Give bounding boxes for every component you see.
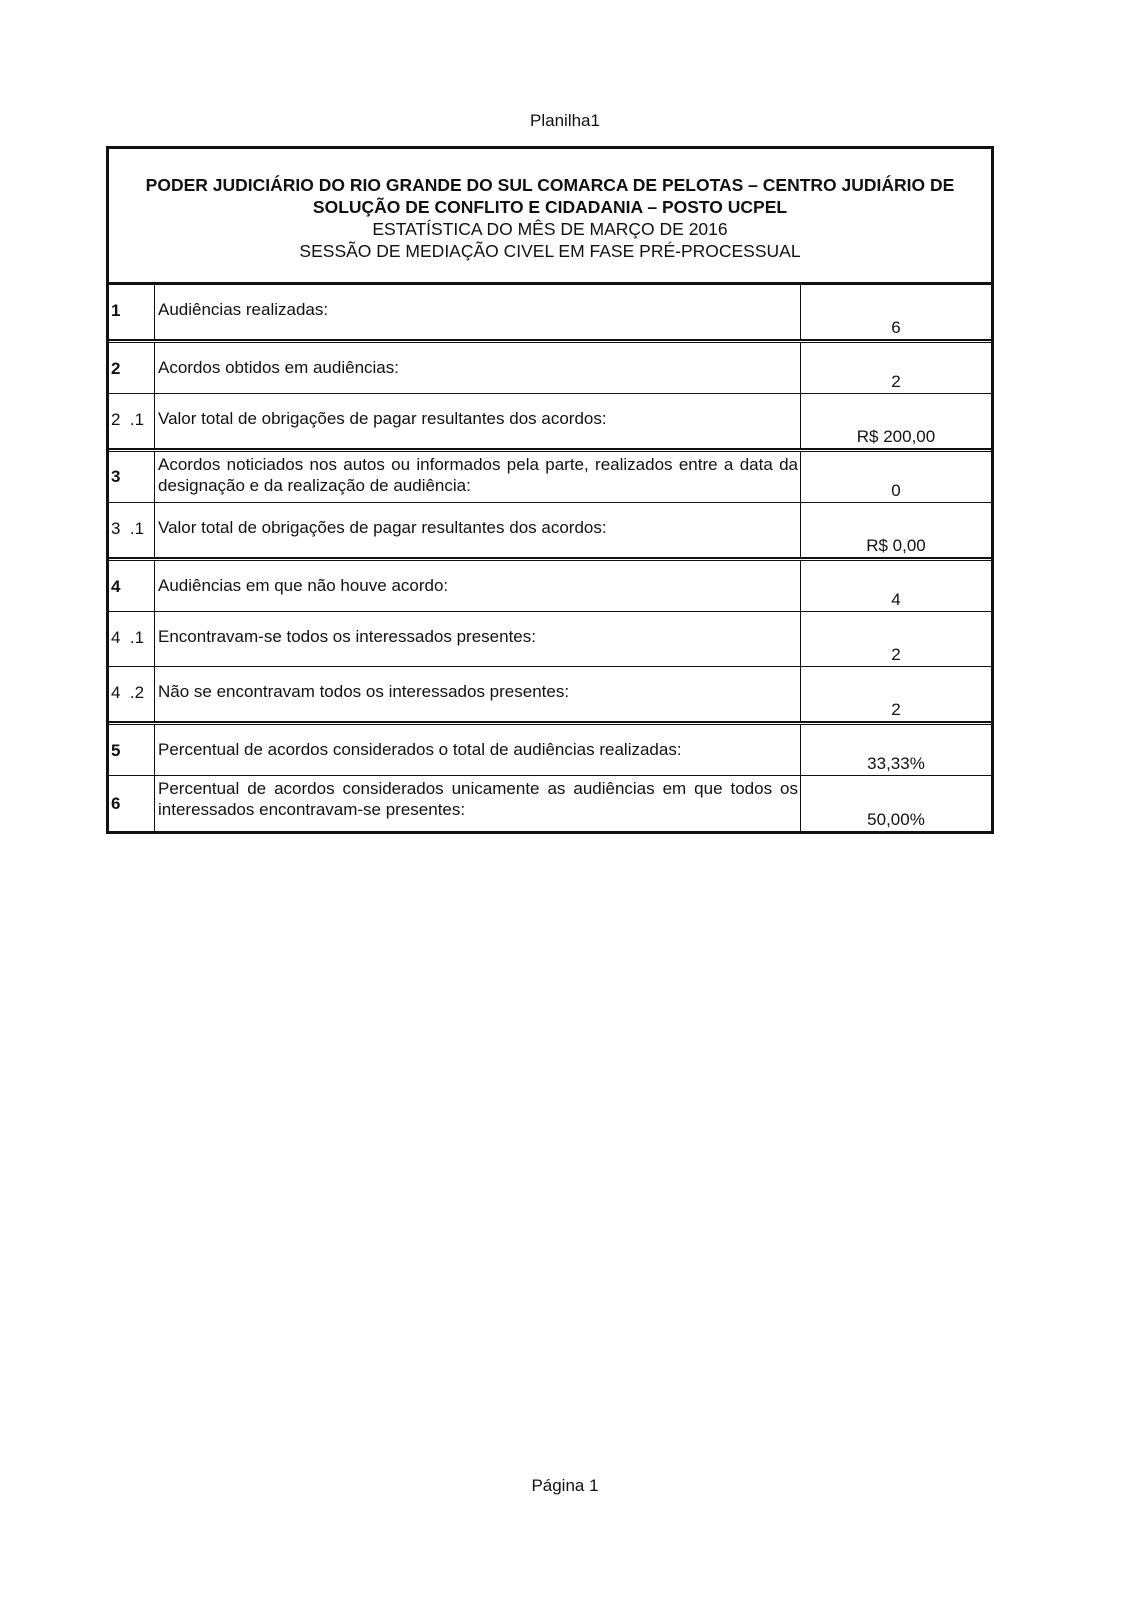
row-value: 2 bbox=[891, 645, 901, 664]
row-description: Audiências realizadas: bbox=[155, 285, 801, 339]
header-line-period: ESTATÍSTICA DO MÊS DE MARÇO DE 2016 bbox=[372, 219, 728, 239]
row-number: 2 .1 bbox=[109, 394, 155, 448]
table-header bbox=[109, 149, 991, 285]
table-row bbox=[109, 667, 991, 722]
row-value: 2 bbox=[891, 700, 901, 719]
row-number: 3 .1 bbox=[109, 503, 155, 557]
row-number: 5 bbox=[109, 725, 155, 775]
row-value: R$ 200,00 bbox=[856, 427, 936, 446]
table-row bbox=[109, 285, 991, 340]
row-value: R$ 0,00 bbox=[866, 536, 926, 555]
row-description: Acordos noticiados nos autos ou informados pela parte, realizados entre a data da designação e da realização de audiência: bbox=[155, 452, 801, 502]
row-description: Percentual de acordos considerados o total de audiências realizadas: bbox=[155, 725, 801, 775]
row-number: 3 bbox=[109, 452, 155, 502]
table-row bbox=[109, 394, 991, 449]
table-row bbox=[109, 558, 991, 612]
row-value: 50,00% bbox=[867, 810, 925, 829]
row-value: 33,33% bbox=[867, 754, 925, 773]
header-line-session: SESSÃO DE MEDIAÇÃO CIVEL EM FASE PRÉ-PROCESSUAL bbox=[299, 241, 801, 261]
header-line-unit: SOLUÇÃO DE CONFLITO E CIDADANIA – POSTO UCPEL bbox=[312, 197, 788, 217]
header-line-institution: PODER JUDICIÁRIO DO RIO GRANDE DO SUL COMARCA DE PELOTAS – CENTRO JUDIÁRIO DE bbox=[145, 175, 955, 195]
page-number: Página 1 bbox=[531, 1476, 599, 1495]
row-number: 6 bbox=[109, 776, 155, 831]
table-row bbox=[109, 503, 991, 558]
table-row bbox=[109, 449, 991, 503]
row-number: 4 .2 bbox=[109, 667, 155, 721]
sheet-title: Planilha1 bbox=[530, 111, 600, 130]
row-description: Valor total de obrigações de pagar resultantes dos acordos: bbox=[155, 394, 801, 448]
row-number: 4 .1 bbox=[109, 612, 155, 666]
table-row bbox=[109, 612, 991, 667]
row-value: 2 bbox=[891, 372, 901, 391]
table-row bbox=[109, 722, 991, 776]
row-description: Valor total de obrigações de pagar resultantes dos acordos: bbox=[155, 503, 801, 557]
row-value: 0 bbox=[891, 481, 901, 500]
table-row bbox=[109, 776, 991, 831]
table-row bbox=[109, 340, 991, 394]
row-value: 4 bbox=[891, 590, 901, 609]
row-description: Não se encontravam todos os interessados presentes: bbox=[155, 667, 801, 721]
row-number: 1 bbox=[109, 285, 155, 339]
row-number: 4 bbox=[109, 561, 155, 611]
statistics-table bbox=[106, 146, 994, 834]
row-description: Acordos obtidos em audiências: bbox=[155, 343, 801, 393]
row-description: Percentual de acordos considerados unicamente as audiências em que todos os interessados encontravam-se presentes: bbox=[155, 776, 801, 831]
row-description: Encontravam-se todos os interessados presentes: bbox=[155, 612, 801, 666]
row-number: 2 bbox=[109, 343, 155, 393]
row-description: Audiências em que não houve acordo: bbox=[155, 561, 801, 611]
row-value: 6 bbox=[891, 318, 901, 337]
